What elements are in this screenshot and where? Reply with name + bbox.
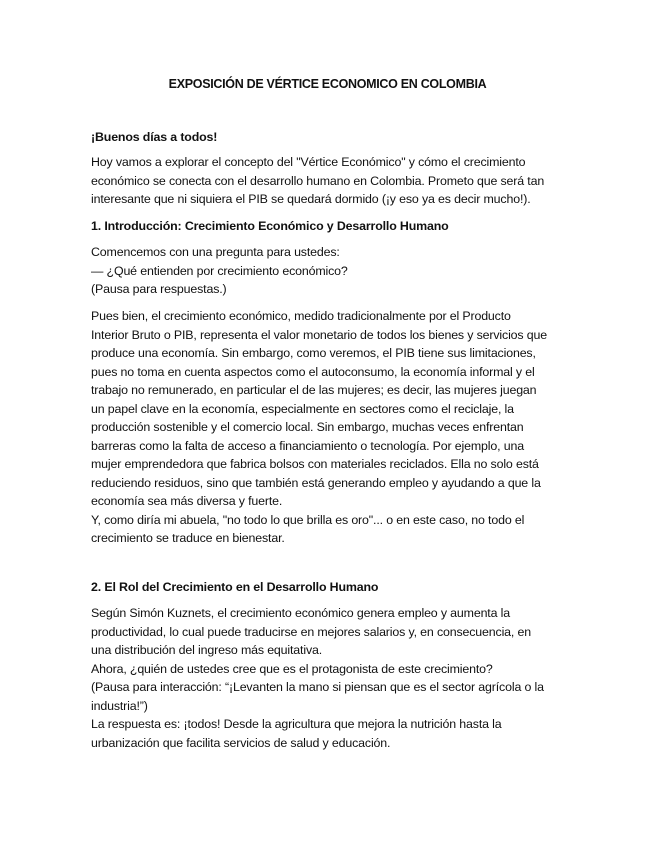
text-line: — ¿Qué entienden por crecimiento económico? bbox=[91, 263, 348, 278]
text-line: reduciendo residuos, sino que también está generando empleo y ayudando a que la bbox=[91, 475, 541, 490]
text-line: una distribución del ingreso más equitativa. bbox=[91, 643, 323, 657]
document-title: EXPOSICIÓN DE VÉRTICE ECONOMICO EN COLOMBIA bbox=[168, 77, 487, 91]
text-line: Hoy vamos a explorar el concepto del "Vértice Económico" y cómo el crecimiento bbox=[91, 155, 526, 169]
section1-question bbox=[91, 243, 571, 299]
text-line: producción sostenible y el comercio local. Sin embargo, muchas veces enfrentan bbox=[91, 420, 524, 434]
section1-heading: 1. Introducción: Crecimiento Económico y Desarrollo Humano bbox=[91, 219, 449, 233]
text-line: interesante que ni siquiera el PIB se quedará dormido (¡y eso ya es decir mucho!). bbox=[91, 192, 531, 206]
text-line: Comencemos con una pregunta para ustedes: bbox=[91, 245, 340, 259]
text-line: urbanización que facilita servicios de salud y educación. bbox=[91, 735, 391, 750]
section2-body bbox=[91, 604, 571, 752]
text-line: crecimiento se traduce en bienestar. bbox=[91, 531, 285, 545]
text-line: barreras como la falta de acceso a financiamiento o tecnología. Por ejemplo, una bbox=[91, 438, 524, 453]
text-line: pues no toma en cuenta aspectos como el autoconsumo, la economía informal y el bbox=[91, 364, 535, 379]
text-line: (Pausa para respuestas.) bbox=[91, 282, 227, 296]
text-line: produce una economía. Sin embargo, como veremos, el PIB tiene sus limitaciones, bbox=[91, 346, 536, 360]
text-line: Interior Bruto o PIB, representa el valor monetario de todos los bienes y servicios que bbox=[91, 327, 547, 342]
text-line: económico se conecta con el desarrollo humano en Colombia. Prometo que será tan bbox=[91, 173, 545, 188]
text-line: (Pausa para interacción: “¡Levanten la mano si piensan que es el sector agrícola o la bbox=[91, 680, 544, 694]
text-line: Y, como diría mi abuela, "no todo lo que brilla es oro"... o en este caso, no todo el bbox=[91, 512, 525, 527]
text-line: Ahora, ¿quién de ustedes cree que es el protagonista de este crecimiento? bbox=[91, 661, 493, 676]
text-line: economía sea más diversa y fuerte. bbox=[91, 494, 283, 508]
text-line: La respuesta es: ¡todos! Desde la agricultura que mejora la nutrición hasta la bbox=[91, 717, 502, 731]
text-line: mujer emprendedora que fabrica bolsos con materiales reciclados. Ella no solo está bbox=[91, 457, 539, 471]
intro-paragraph bbox=[91, 153, 571, 209]
text-line: Pues bien, el crecimiento económico, medido tradicionalmente por el Producto bbox=[91, 309, 511, 323]
text-line: industria!”) bbox=[91, 698, 148, 713]
text-line: un papel clave en la economía, especialmente en sectores como el reciclaje, la bbox=[91, 401, 514, 416]
greeting-heading: ¡Buenos días a todos! bbox=[91, 130, 218, 144]
text-line: trabajo no remunerado, en particular el de las mujeres; es decir, las mujeres juegan bbox=[91, 383, 537, 397]
text-line: productividad, lo cual puede traducirse en mejores salarios y, en consecuencia, en bbox=[91, 624, 531, 639]
text-line: Según Simón Kuznets, el crecimiento económico genera empleo y aumenta la bbox=[91, 606, 510, 620]
section2-heading: 2. El Rol del Crecimiento en el Desarrollo Humano bbox=[91, 580, 379, 594]
section1-body bbox=[91, 307, 571, 548]
